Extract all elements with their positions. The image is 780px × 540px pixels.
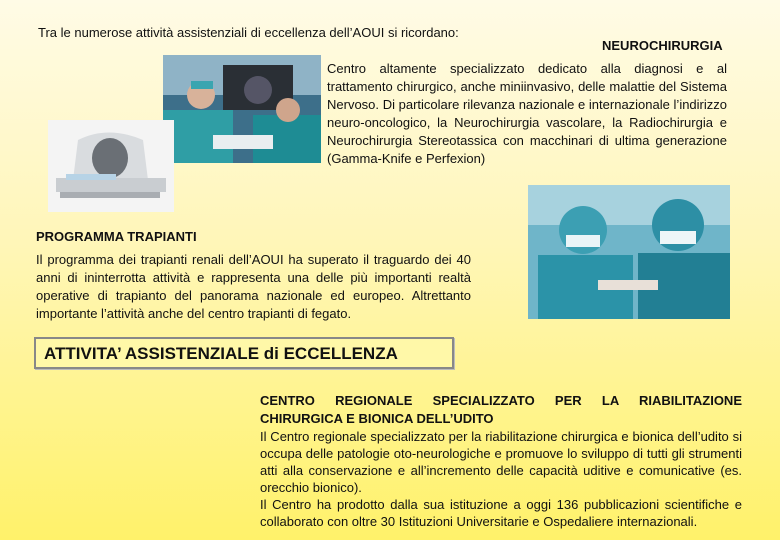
centro-paragraph-1: Il Centro regionale specializzato per la riabilitazione chirurgica e bionica dell’udito si occupa delle patologie oto-neurologiche e promuove lo sviluppo di tutti gli strumenti atti alla conservazione e all’incremento delle capacità uditive e comunicative (es. orecchio bionico). — [260, 429, 742, 495]
centro-paragraph-2: Il Centro ha prodotto dalla sua istituzione a oggi 136 pubblicazioni scientifiche e collaborato con oltre 30 Istituzioni Universitarie e Ospedaliere internazionali. — [260, 497, 742, 529]
trapianti-text: Il programma dei trapianti renali dell’AOUI ha superato il traguardo dei 40 anni di ininterrotta attività e rappresenta una delle più importanti realtà operative di trapianto del panorama nazionale ed europeo. Altrettanto importante l’attività anche del centro trapianti di fegato. — [36, 252, 471, 321]
neurochirurgia-text: Centro altamente specializzato dedicato alla diagnosi e al trattamento chirurgico, anche miniinvasivo, delle malattie del Sistema Nervoso. Di particolare rilevanza nazionale e internazionale l’indirizzo neuro-oncologico, la Neurochirurgia vascolare, la Radiochirurgia e Neurochirurgia Stereotassica con macchinari di ultima generazione (Gamma-Knife e Perfexion) — [327, 61, 727, 166]
intro-text: Tra le numerose attività assistenziali di eccellenza dell’AOUI si ricordano: — [38, 25, 459, 40]
centro-text — [260, 428, 742, 530]
section-banner: ATTIVITA’ ASSISTENZIALE di ECCELLENZA — [34, 337, 454, 369]
surgeons-photo — [528, 185, 730, 319]
gamma-knife-photo — [48, 120, 174, 212]
centro-heading: CENTRO REGIONALE SPECIALIZZATO PER LA RIABILITAZIONE CHIRURGICA E BIONICA DELL’UDITO — [260, 393, 742, 426]
trapianti-heading: PROGRAMMA TRAPIANTI — [36, 229, 197, 244]
neurosurgery-photo — [163, 55, 321, 163]
neurochirurgia-heading: NEUROCHIRURGIA — [602, 38, 723, 53]
